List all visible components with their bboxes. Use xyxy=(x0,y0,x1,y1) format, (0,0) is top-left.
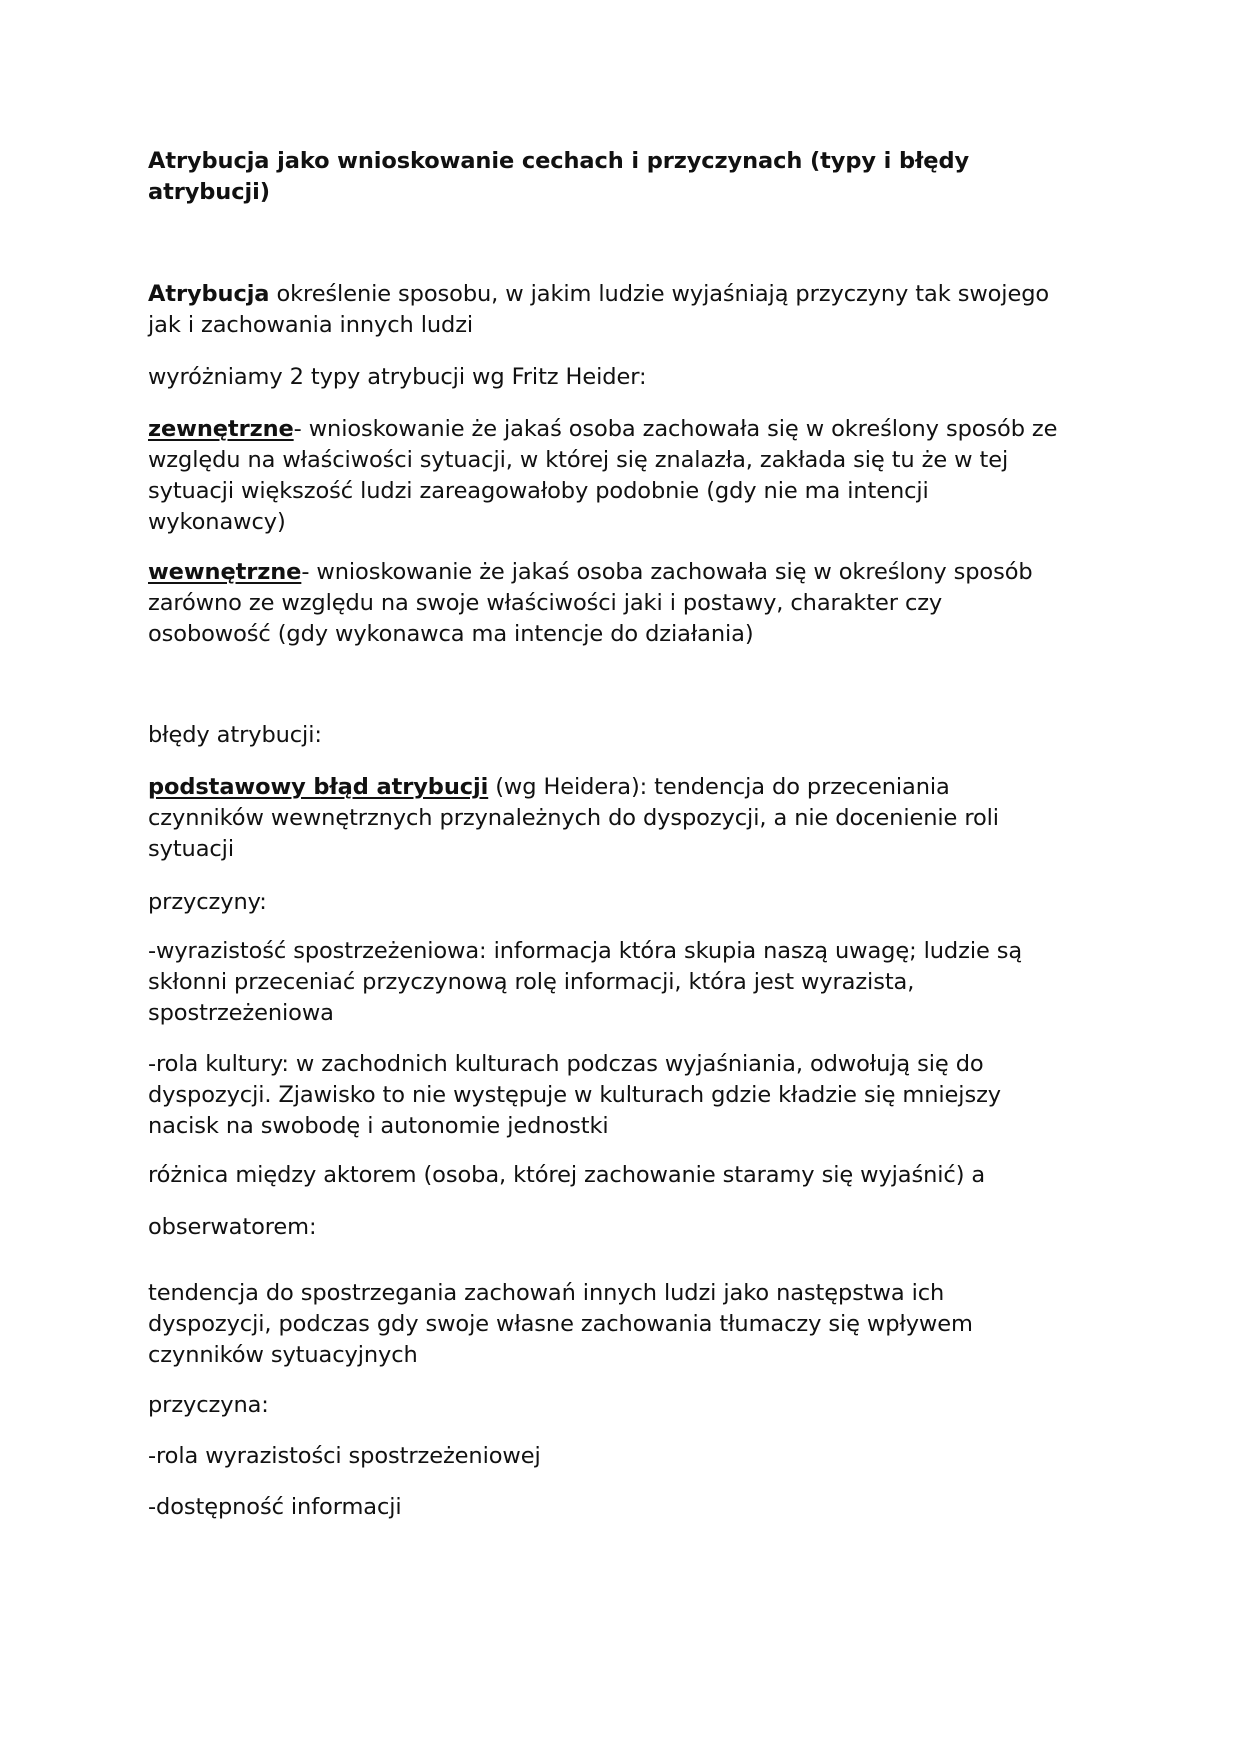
actor-observer-paragraph xyxy=(148,1160,1088,1191)
internal-line-2: zarówno ze względu na swoje właściwości jaki i postawy, charakter czy xyxy=(148,590,943,616)
cause-item-availability: -dostępność informacji xyxy=(148,1494,402,1520)
internal-term: wewnętrzne xyxy=(148,559,302,585)
types-intro-paragraph xyxy=(148,362,1088,393)
actor-observer-desc-line-2: dyspozycji, podczas gdy swoje własne zachowania tłumaczy się wpływem xyxy=(148,1311,973,1337)
cause-salience-paragraph xyxy=(148,936,1088,1029)
title-line-2: atrybucji) xyxy=(148,179,270,205)
cause-heading-singular-text: przyczyna: xyxy=(148,1392,269,1418)
fundamental-line-2: czynników wewnętrznych przynależnych do dyspozycji, a nie docenienie roli xyxy=(148,805,999,831)
fundamental-error-text: (wg Heidera): tendencja do przeceniania xyxy=(488,774,950,800)
internal-line-1 xyxy=(148,557,1088,588)
actor-observer-desc-line-1: tendencja do spostrzegania zachowań innych ludzi jako następstwa ich xyxy=(148,1280,945,1306)
actor-observer-line-1: różnica między aktorem (osoba, której zachowanie staramy się wyjaśnić) a xyxy=(148,1162,986,1188)
document-title xyxy=(148,146,1088,208)
cause-salience-line-2: skłonni przeceniać przyczynową rolę informacji, która jest wyrazista, xyxy=(148,969,915,995)
causes-heading-text: przyczyny: xyxy=(148,889,267,915)
external-term: zewnętrzne xyxy=(148,416,294,442)
title-line-1: Atrybucja jako wnioskowanie cechach i przyczynach (typy i błędy xyxy=(148,148,970,174)
external-line-4: wykonawcy) xyxy=(148,509,286,535)
actor-observer-description xyxy=(148,1278,1088,1371)
types-intro-text: wyróżniamy 2 typy atrybucji wg Fritz Heider: xyxy=(148,364,647,390)
causes-heading xyxy=(148,887,1088,918)
external-line-2: względu na właściwości sytuacji, w której się znalazła, zakłada się tu że w tej xyxy=(148,447,1009,473)
errors-heading-text: błędy atrybucji: xyxy=(148,722,322,748)
cause-culture-line-2: dyspozycji. Zjawisko to nie występuje w kulturach gdzie kładzie się mniejszy xyxy=(148,1082,1002,1108)
definition-term: Atrybucja xyxy=(148,281,270,307)
fundamental-error-term: podstawowy błąd atrybucji xyxy=(148,774,489,800)
fundamental-error-paragraph xyxy=(148,772,1088,865)
cause-item xyxy=(148,1492,1088,1523)
cause-item xyxy=(148,1441,1088,1472)
external-text: - wnioskowanie że jakaś osoba zachowała się w określony sposób ze xyxy=(293,416,1058,442)
cause-heading-singular xyxy=(148,1390,1088,1421)
external-line-1 xyxy=(148,414,1088,445)
definition-paragraph xyxy=(148,279,1088,341)
cause-culture-paragraph xyxy=(148,1049,1088,1142)
cause-item-salience: -rola wyrazistości spostrzeżeniowej xyxy=(148,1443,541,1469)
fundamental-line-3: sytuacji xyxy=(148,836,234,862)
external-attribution-paragraph xyxy=(148,414,1088,538)
cause-culture-line-3: nacisk na swobodę i autonomie jednostki xyxy=(148,1113,609,1139)
actor-observer-line-2: obserwatorem: xyxy=(148,1214,317,1240)
cause-salience-line-3: spostrzeżeniowa xyxy=(148,1000,334,1026)
actor-observer-continuation xyxy=(148,1212,1088,1243)
external-line-3: sytuacji większość ludzi zareagowałoby podobnie (gdy nie ma intencji xyxy=(148,478,929,504)
definition-line-1 xyxy=(148,279,1088,310)
definition-text: określenie sposobu, w jakim ludzie wyjaśniają przyczyny tak swojego xyxy=(269,281,1050,307)
internal-attribution-paragraph xyxy=(148,557,1088,650)
internal-text: - wnioskowanie że jakaś osoba zachowała się w określony sposób xyxy=(301,559,1033,585)
definition-line-2: jak i zachowania innych ludzi xyxy=(148,312,474,338)
actor-observer-desc-line-3: czynników sytuacyjnych xyxy=(148,1342,418,1368)
errors-heading xyxy=(148,720,1088,751)
cause-salience-line-1: -wyrazistość spostrzeżeniowa: informacja która skupia naszą uwagę; ludzie są xyxy=(148,938,1023,964)
fundamental-line-1 xyxy=(148,772,1088,803)
internal-line-3: osobowość (gdy wykonawca ma intencje do działania) xyxy=(148,621,754,647)
cause-culture-line-1: -rola kultury: w zachodnich kulturach podczas wyjaśniania, odwołują się do xyxy=(148,1051,984,1077)
